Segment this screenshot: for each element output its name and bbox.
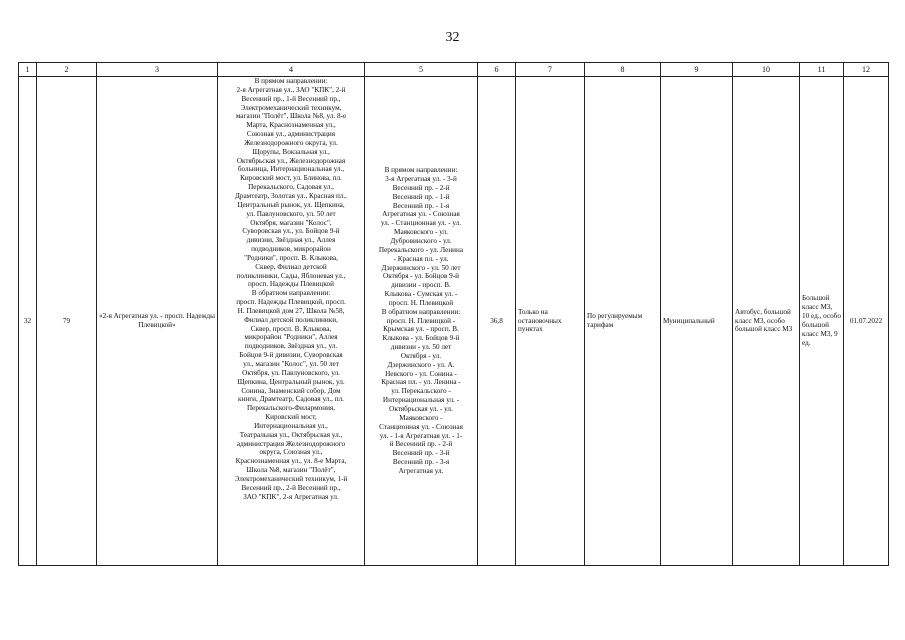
stop-line: ул. Павлуновского, ул. 50 лет — [246, 209, 336, 218]
stop-line: Интернациональная ул., — [254, 421, 328, 430]
stop-line: Кировский мост, ул. Блинова, пл. — [240, 174, 342, 183]
path-line: Весенний пр. - 3-й — [392, 449, 450, 458]
path-line: В прямом направлении: — [384, 166, 458, 175]
path-line: просп. Н. Плевицкой - — [386, 316, 456, 325]
stop-line: Электромеханический техникум, 1-й — [234, 474, 348, 483]
path-line: ул. - 1-я Агрегатная ул. - 1- — [379, 431, 463, 440]
stop-line: просп. Надежды Плевицкой, просп. — [236, 298, 346, 307]
header-cell: 10 — [733, 63, 800, 77]
length-cell: 36,8 — [478, 77, 516, 566]
stop-line: подводников, микрорайон — [251, 245, 331, 254]
header-cell: 5 — [365, 63, 478, 77]
header-cell: 1 — [19, 63, 37, 77]
path-line: Агрегатная ул. - Союзная — [382, 210, 460, 219]
stop-line: В прямом направлении: — [254, 77, 328, 85]
path-cell — [365, 77, 478, 566]
path-line: Октября - ул. Бойцов 9-й — [383, 272, 459, 281]
stop-line: ул., магазин "Колос", ул. 50 лет — [243, 360, 339, 368]
path-line: Весенний пр. - 1-я — [392, 201, 450, 210]
stop-line: Школа №8, магазин "Полёт", — [246, 466, 336, 475]
path-list — [367, 166, 475, 476]
stop-line: поликлиники, Сады, Яблоневая ул., — [236, 271, 346, 280]
stop-line: Октября, ул. Павлуновского, ул. — [242, 368, 340, 377]
path-line: Интернациональная ул. - — [382, 396, 460, 405]
stop-line: Центральный рынок, ул. Щепкина, — [237, 200, 345, 209]
path-line: дивизии - ул. 50 лет — [390, 343, 452, 352]
stop-line: Весенний пр., 1-й Весенний пр., — [241, 94, 341, 103]
registration-number-cell: 79 — [37, 77, 97, 566]
stop-line: администрация Железнодорожного — [236, 439, 346, 448]
path-line: Октября - ул. — [400, 351, 442, 360]
stop-line: Н. Плевицкой дом 27, Школа №58, — [237, 306, 345, 315]
stop-line: микрорайон "Родники", Аллея — [244, 333, 338, 342]
header-cell: 7 — [516, 63, 585, 77]
stops-cell — [218, 77, 365, 566]
stop-line: "Родники", просп. В. Клыкова, — [244, 253, 338, 262]
route-table — [18, 62, 889, 566]
path-line: Дубровинского - ул. — [390, 236, 452, 245]
path-line: Весенний пр. - 1-й — [392, 192, 450, 201]
stop-line: Сквер, Филиал детской — [255, 262, 327, 271]
stop-line: Краснознаменная ул., ул. 8-е Марта, — [235, 457, 347, 466]
header-cell: 9 — [661, 63, 733, 77]
path-line: Станционная ул. - Союзная — [379, 422, 463, 431]
route-name-cell: «2-я Агрегатная ул. - просп. Надежды Плевицкой» — [97, 77, 218, 566]
stops-list — [220, 77, 362, 502]
stop-line: Весенний пр., 2-й Весенний пр., — [241, 483, 341, 492]
stop-line: Марта, Краснознаменная ул., — [246, 121, 336, 130]
stop-line: Бойцов 9-й дивизии, Суворовская — [239, 351, 343, 360]
path-line: дивизии - просп. В. — [391, 281, 451, 290]
route-number-cell: 32 — [19, 77, 37, 566]
path-line: Невского - ул. Сонина - — [385, 369, 457, 378]
stop-line: Филиал детской поликлиники, — [244, 315, 338, 324]
header-cell: 12 — [844, 63, 889, 77]
start-date-cell: 01.07.2022 — [844, 77, 889, 566]
stop-line: Октябрьская ул., Железнодорожная — [236, 156, 346, 165]
stop-line: книги, Драмтеатр, Садовая ул., пл. — [238, 395, 344, 404]
path-line: Красная пл. - ул. Ленина - — [381, 378, 461, 387]
page-number: 32 — [445, 30, 460, 45]
stop-line: Драмтеатр, Золотая ул., Красная пл., — [235, 191, 347, 200]
stop-line: Железнодорожного округа, ул. — [244, 138, 338, 147]
stop-line: Сонина, Знаменский собор, Дом — [241, 386, 341, 395]
path-line: ул. - Станционная ул. - ул. — [380, 219, 462, 228]
stop-line: Союзная ул., администрация — [246, 130, 336, 139]
path-line: Агрегатная ул. — [398, 466, 444, 475]
stop-line: дивизии, Звёздная ул., Аллея — [246, 236, 336, 245]
path-line: В обратном направлении: — [381, 307, 461, 316]
header-cell: 6 — [478, 63, 516, 77]
stop-line: Октября, магазин "Колос", — [250, 218, 332, 227]
stop-line: Щепкина, Центральный рынок, ул. — [237, 377, 345, 386]
vehicle-count-cell: Большой класс М3, 10 ед., особо большой класс М3, 9 ед. — [800, 77, 844, 566]
path-line: Дзержинского - ул. 50 лет — [381, 263, 461, 272]
path-line: Клыкова - ул. Бойцов 9-й — [382, 334, 460, 343]
stop-line: округа, Союзная ул., — [259, 448, 323, 457]
path-line: Перекальского - ул. Ленина — [378, 245, 464, 254]
header-cell: 4 — [218, 63, 365, 77]
header-cell: 11 — [800, 63, 844, 77]
route-type-cell: Муниципальный — [661, 77, 733, 566]
path-line: Весенний пр. - 3-я — [392, 458, 450, 467]
path-line: Маяковского - — [399, 413, 443, 422]
path-line: й Весенний пр. - 2-й — [389, 440, 453, 449]
path-line: просп. Н. Плевицкой — [388, 298, 454, 307]
stop-line: подводников, Звёздная ул., ул. — [244, 342, 338, 351]
header-cell: 2 — [37, 63, 97, 77]
path-line: Маяковского - ул. — [394, 228, 448, 237]
stop-line: Сквер, просп. В. Клыкова, — [250, 324, 332, 333]
stop-line: Электромеханический техникум, — [240, 103, 342, 112]
stop-line: Суворовская ул., ул. Бойцов 9-й — [242, 227, 340, 236]
stop-line: Перекальского, Садовая ул., — [248, 183, 334, 192]
vehicles-cell: Автобус, большой класс М3, особо большой класс М3 — [733, 77, 800, 566]
stop-line: 2-я Агрегатная ул., ЗАО "КПК", 2-й — [236, 85, 346, 94]
stop-line: Перекальского-Филармония, — [246, 404, 336, 413]
stop-line: ЗАО "КПК", 2-я Агрегатная ул. — [243, 492, 339, 501]
path-line: Октябрьская ул. - ул. — [389, 405, 453, 414]
table-row — [19, 77, 889, 566]
stop-line: магазин "Полёт", Школа №8, ул. 8-е — [235, 112, 347, 121]
path-line: Весенний пр. - 2-й — [392, 183, 450, 192]
path-line: Дзержинского - ул. А. — [387, 360, 455, 369]
boarding-cell: Только на остановочных пунктах — [516, 77, 585, 566]
stop-line: Кировский мост, — [265, 413, 317, 422]
stop-line: просп. Надежды Плевицкой — [248, 280, 334, 289]
header-row — [19, 63, 889, 77]
header-cell: 3 — [97, 63, 218, 77]
stop-line: больница, Интернациональная ул., — [237, 165, 345, 174]
path-line: ул. Перекальского - — [391, 387, 451, 396]
stop-line: Театральная ул., Октябрьская ул., — [239, 430, 343, 439]
path-line: Крымская ул. - просп. В. — [383, 325, 459, 334]
path-line: Клыкова - Сумская ул. - — [384, 290, 458, 299]
header-cell: 8 — [585, 63, 661, 77]
stop-line: В обратном направлении: — [251, 289, 331, 298]
tariff-cell: По регулируемым тарифам — [585, 77, 661, 566]
stop-line: Щорупы, Вокзальная ул., — [252, 147, 330, 156]
path-line: 3-я Агрегатная ул. - 3-й — [385, 175, 457, 184]
path-line: - Красная пл. - ул. — [393, 254, 449, 263]
